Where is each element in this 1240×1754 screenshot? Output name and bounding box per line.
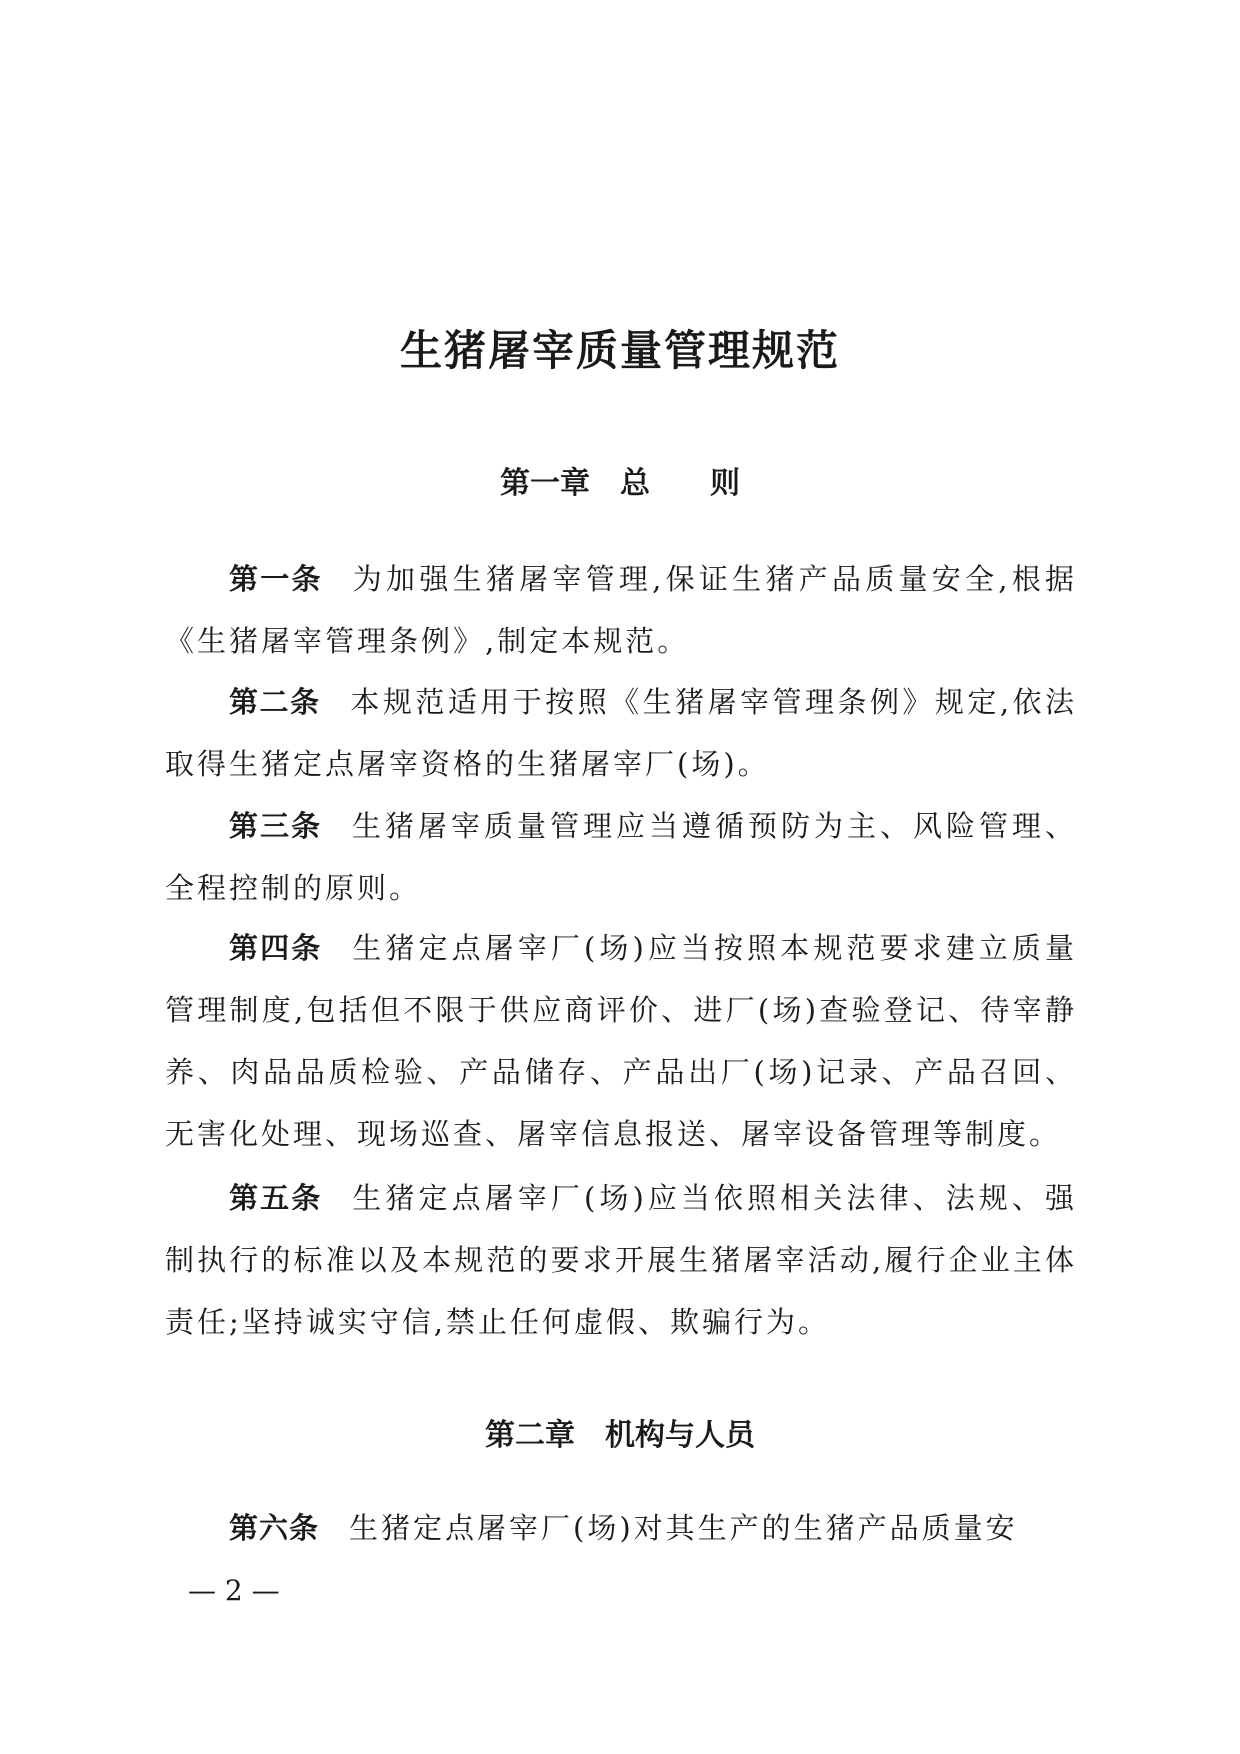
article-paragraph	[165, 917, 1077, 1165]
article-number: 第二条	[229, 685, 321, 719]
article-text: 生猪定点屠宰厂(场)应当按照本规范要求建立质量管理制度,包括但不限于供应商评价、进厂(场)查验登记、待宰静养、肉品品质检验、产品储存、产品出厂(场)记录、产品召回、无害化处理、现场巡查、屠宰信息报送、屠宰设备管理等制度。	[165, 931, 1077, 1151]
chapter-heading: 第一章 总 则	[500, 466, 740, 501]
article-number: 第六条	[229, 1511, 320, 1545]
article-text: 本规范适用于按照《生猪屠宰管理条例》规定,依法取得生猪定点屠宰资格的生猪屠宰厂(场)。	[165, 685, 1077, 781]
article-text: 生猪屠宰质量管理应当遵循预防为主、风险管理、全程控制的原则。	[165, 809, 1077, 905]
article-paragraph	[165, 671, 1077, 795]
article-text: 为加强生猪屠宰管理,保证生猪产品质量安全,根据《生猪屠宰管理条例》,制定本规范。	[165, 562, 1077, 658]
article-number: 第一条	[229, 562, 323, 596]
article-number: 第三条	[229, 809, 322, 843]
article-paragraph	[165, 548, 1077, 672]
article-paragraph	[165, 1497, 1077, 1559]
document-title: 生猪屠宰质量管理规范	[399, 326, 840, 375]
chapter-heading: 第二章 机构与人员	[485, 1418, 755, 1453]
article-text: 生猪定点屠宰厂(场)应当依照相关法律、法规、强制执行的标准以及本规范的要求开展生猪屠宰活动,履行企业主体责任;坚持诚实守信,禁止任何虚假、欺骗行为。	[165, 1181, 1077, 1339]
article-number: 第五条	[229, 1181, 323, 1215]
article-text: 生猪定点屠宰厂(场)对其生产的生猪产品质量安	[349, 1511, 1018, 1545]
article-paragraph	[165, 1167, 1077, 1353]
article-number: 第四条	[229, 931, 323, 965]
article-paragraph	[165, 795, 1077, 919]
page-number: — 2 —	[188, 1574, 280, 1607]
